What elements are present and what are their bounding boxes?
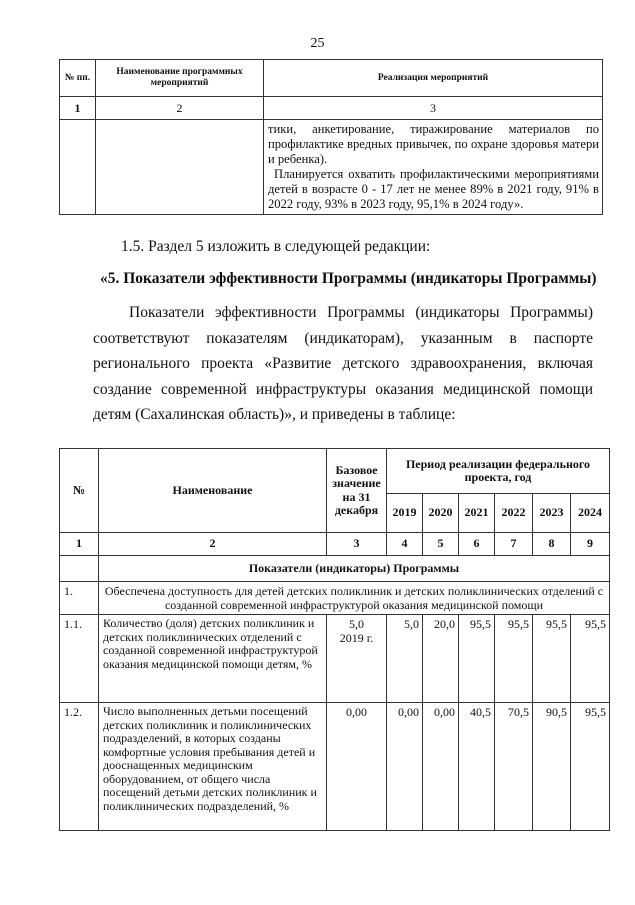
section-title-row [60,556,610,582]
top-col-number: 1 [60,97,96,120]
table-row [60,615,610,703]
section-body: Показатели эффективности Программы (индикаторы Программы) соответствуют показателям (индикаторам), указанным в паспорте регионального проекта «Развитие детского здравоохранения, включая создание современной инфраструктуры оказания медицинской помощи детям (Сахалинская область)», и приведены в таблице: [93,304,593,424]
header-base-value: Базовое значение на 31 декабря [327,449,387,533]
row-name: Количество (доля) детских поликлиник и детских поликлинических отделений с созданной современной инфраструктурой оказания медицинской помощи детям, % [99,615,327,703]
row-name: Число выполненных детьми посещений детских поликлиник и поликлинических подразделений, в которых созданы комфортные условия пребывания детей и дооснащенных медицинским оборудованием, от общего числа посещений детьми детских поликлиник и поликлинических подразделений, % [99,703,327,831]
section-title: Показатели (индикаторы) Программы [99,556,610,582]
col-number: 2 [99,533,327,556]
year-value: 70,5 [495,703,533,831]
indicators-number-row [60,533,610,556]
indicators-table [59,448,610,831]
row-index: 1.2. [60,703,99,831]
header-year: 2020 [423,494,459,533]
continuation-text: тики, анкетирование, тиражирование материалов по профилактике вредных привычек, по охране здоровья матери и ребенка). [268,122,599,166]
continuation-text: Планируется охватить профилактическими мероприятиями детей в возрасте 0 - 17 лет не менее 89% в 2021 году, 91% в 2022 году, 93% в 2023 году, 95,1% в 2024 году». [268,167,599,211]
header-year: 2019 [387,494,423,533]
header-year: 2022 [495,494,533,533]
empty-cell [60,556,99,582]
top-header-num: № пп. [60,60,96,97]
continuation-cell [264,120,603,215]
top-header-name: Наименование программных мероприятий [96,60,264,97]
table-row [60,703,610,831]
header-name: Наименование [99,449,327,533]
year-value: 95,5 [571,615,610,703]
year-value: 5,0 [387,615,423,703]
base-year: 2019 г. [339,630,374,645]
year-value: 40,5 [459,703,495,831]
top-table-number-row [60,97,603,120]
year-value: 0,00 [387,703,423,831]
header-period: Период реализации федерального проекта, год [387,449,610,494]
header-year: 2024 [571,494,610,533]
col-number: 5 [423,533,459,556]
year-value: 20,0 [423,615,459,703]
top-table-continuation-row [60,120,603,215]
page-number: 25 [310,36,325,51]
year-value: 95,5 [459,615,495,703]
header-year: 2023 [533,494,571,533]
top-table [59,59,603,215]
row-index: 1.1. [60,615,99,703]
year-value: 95,5 [571,703,610,831]
top-table-header-row [60,60,603,97]
top-header-impl: Реализация мероприятий [264,60,603,97]
row-base-value [327,615,387,703]
col-number: 1 [60,533,99,556]
col-number: 9 [571,533,610,556]
paragraph-1-5: 1.5. Раздел 5 изложить в следующей редакции: [121,238,431,255]
col-number: 8 [533,533,571,556]
col-number: 4 [387,533,423,556]
row-description: Обеспечена доступность для детей детских поликлиник и детских поликлинических отделений с созданной современной инфраструктурой оказания медицинской помощи [99,582,610,615]
base-value: 5,0 [349,617,364,631]
row-base-value: 0,00 [327,703,387,831]
row-index: 1. [60,582,99,615]
section-heading: «5. Показатели эффективности Программы (индикаторы Программы) [100,270,597,287]
top-col-number: 2 [96,97,264,120]
top-empty-cell [60,120,96,215]
year-value: 90,5 [533,703,571,831]
top-empty-cell [96,120,264,215]
table-row [60,582,610,615]
year-value: 95,5 [533,615,571,703]
indicators-header-row [60,449,610,494]
header-year: 2021 [459,494,495,533]
col-number: 6 [459,533,495,556]
col-number: 7 [495,533,533,556]
year-value: 0,00 [423,703,459,831]
top-col-number: 3 [264,97,603,120]
year-value: 95,5 [495,615,533,703]
header-num: № [60,449,99,533]
col-number: 3 [327,533,387,556]
